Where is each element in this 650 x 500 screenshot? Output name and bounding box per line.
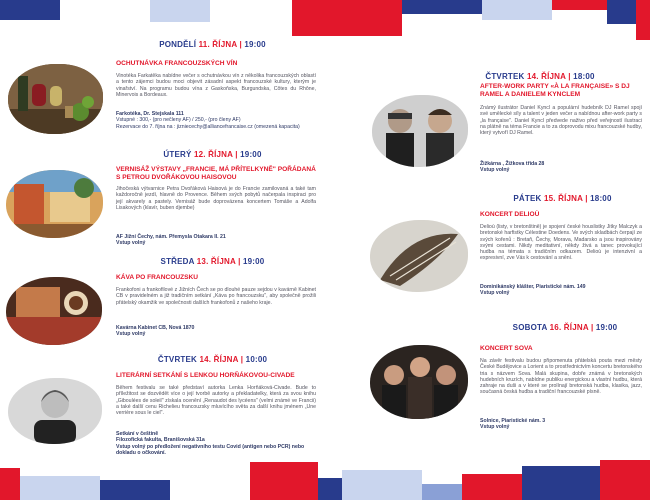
bottom-stripe-light-2	[342, 470, 422, 500]
top-stripe-red-3	[636, 0, 650, 40]
painting-photo	[6, 170, 103, 238]
event-description: Frankofoni a frankofilové z Jižních Čech se po dlouhé pauze sejdou v kavárně Kabinet CB v pravidelném a již tradičním setkání „Káva po francouzsku", aby společně prožili přátelský okamžik ve společnosti dalších frankofonů z našeho kraje.	[116, 287, 316, 306]
top-stripe-blue	[0, 0, 60, 20]
event-place: Setkání v češtině Filozofická fakulta, Branišovská 31a Vstup volný po předložení negativního testu Covid (antigen nebo PCR) nebo dokladu o očkování.	[116, 431, 305, 456]
event-day-heading: ÚTERÝ 12. ŘÍJNA | 19:00	[163, 150, 262, 159]
event-day-heading: ČTVRTEK 14. ŘÍJNA | 18:00	[485, 72, 595, 81]
event-place: AF Jižní Čechy, nám. Přemysla Otakara II. 21 Vstup volný	[116, 234, 226, 247]
event-day-heading: PÁTEK 15. ŘÍJNA | 18:00	[513, 194, 612, 203]
event-description: Jihočeská výtvarnice Petra Dvořáková Haisová je do Francie zamilovaná a také tam každoročně jezdí, hlavně do Provence. Během svých pobytů načerpala inspiraci pro její akvarely a pastely. Vernisáž bude doprovázena koncertem Tomáše a Adolfa Lisakových (klavír, buben djembe)	[116, 186, 316, 211]
bottom-stripe-light	[20, 476, 100, 500]
bottom-stripe-mid	[422, 484, 462, 500]
event-title: VERNISÁŽ VÝSTAVY „FRANCIE, MÁ PŘÍTELKYNĚ" POŘÁDANÁ S PETROU DVOŘÁKOVOU HAISOVOU	[116, 166, 316, 181]
event-title: AFTER-WORK PARTY «À LA FRANÇAISE» S DJ RAMEL A DANIELEM KYNCLEM	[480, 83, 630, 98]
event-description: Delioù (listy, v bretonštině) je spojení české houslistky Jitky Malczyk a bretonské harfistky Célestine Doedens. Ve svých skladbách čerpají ze svých kořenů : Bretaň, Čechy, Morava, Madarsko a jsou inspirovány svými cestami. Nikdy meditativní, někdy živá a tanec provokující hudba na témata s tradičním odkazem. Delioù je intenzivní a expresivní, zve Vás k cestování a snění.	[480, 224, 642, 262]
event-title: OCHUTNÁVKA FRANCOUZSKÝCH VÍN	[116, 60, 238, 67]
event-place: Žižkárna , Žižkova třída 28 Vstup volný	[480, 161, 545, 174]
bottom-stripe-red-2	[250, 462, 318, 500]
bottom-stripe-red-4	[600, 460, 650, 500]
coffee-photo	[6, 277, 102, 345]
top-stripe-light-2	[482, 0, 552, 20]
top-stripe-red	[292, 0, 402, 36]
event-title: KÁVA PO FRANCOUZSKU	[116, 274, 199, 281]
bottom-stripe-blue-2	[318, 478, 342, 500]
event-description: Známý ilustrátor Daniel Kyncl a populární hudebník DJ Ramel spojí své umělecké síly a talent v jeden večer a nabídnou after-work party s „la française". Daniel Kyncl předvede naživo před veřejností ilustraci na plátně na téma Francie a to za doprovodu mixu francouzské hudby, který vytvoří DJ Ramel.	[480, 105, 642, 137]
event-place: Farkotéka, Dr. Stejskala 111 Vstupné : 300,- (pro nečleny AF) / 250,- (pro členy AF) Rezervace do 7. října na : jizniecechy@alliancefrancaise.cz (omezená kapacita)	[116, 111, 300, 130]
band-trio-photo	[370, 345, 468, 419]
event-day-heading: PONDĚLÍ 11. ŘÍJNA | 19:00	[159, 40, 266, 49]
bottom-stripe-blue	[100, 480, 170, 500]
event-place: Kavárna Kabinet CB, Nová 1870 Vstup volný	[116, 325, 195, 338]
author-portrait-photo	[8, 378, 102, 444]
dj-duo-photo	[372, 95, 468, 167]
top-stripe-red-2	[552, 0, 607, 10]
day-name: PONDĚLÍ	[159, 40, 197, 49]
wine-photo	[8, 64, 103, 134]
event-place: Dominikánský klášter, Piaristické nám. 149 Vstup volný	[480, 284, 586, 297]
event-title: LITERÁRNÍ SETKÁNÍ S LENKOU HORŇÁKOVOU-CIVADE	[116, 372, 295, 379]
event-day-heading: SOBOTA 16. ŘÍJNA | 19:00	[512, 323, 618, 332]
bottom-stripe-blue-3	[522, 466, 600, 500]
harp-violin-photo	[370, 220, 468, 292]
top-stripe-light	[150, 0, 210, 22]
day-date: 11. ŘÍJNA	[198, 40, 238, 49]
event-day-heading: ČTVRTEK 14. ŘÍJNA | 10:00	[157, 355, 268, 364]
event-description: Vinotéka Farkatěka nabídne večer s ochutnávkou vín z několika francouzských oblastí a tento zájemci budou moci objevit zásadní aspekt francouzské kultury, kterým je vinařství. Na programu budou vína z Gaskoňska, Burgundska, Côtes du Rhône, Minervois a Bordeaux.	[116, 73, 316, 98]
event-description: Během festivalu se také představí autorka Lenka Horňáková-Civade. Bude to příležitost se dozvědět více o její tvorbě autorky a překladatelky, která za svou knihu „Giboulées de soleil" získala ocenění „Renaudot des lycéens" (velmi známé ve Francii) a také další cenu Richelieu francouzsky mluvícího světa za další knihu jménem „Une verrière sous le ciel".	[116, 385, 316, 417]
event-place: Solnice, Piaristické nám. 3 Vstup volný	[480, 418, 546, 431]
bottom-stripe-red-3	[462, 474, 522, 500]
event-title: KONCERT SOVA	[480, 345, 533, 352]
event-title: KONCERT DELIOÙ	[480, 211, 540, 218]
top-stripe-blue-2	[402, 0, 482, 14]
event-description: Na závěr festivalu budou připomenuta přátelská pouta mezi městy České Budějovice a Lorient a to prostřednictvím koncertu bretonského tria s názvem Sova. Malá skupina, dobře známá v bretonských hudebních kruzích, nabídne publiku energickou a vlastní hudbu, která zahraje na duši a v které se prolínají bretonská hudba, klasika, jazz, současná česká hudba a tradiční francouzské písně.	[480, 358, 642, 396]
bottom-stripe-red	[0, 468, 20, 500]
day-time: 19:00	[244, 40, 266, 49]
event-day-heading: STŘEDA 13. ŘÍJNA | 19:00	[160, 257, 265, 266]
